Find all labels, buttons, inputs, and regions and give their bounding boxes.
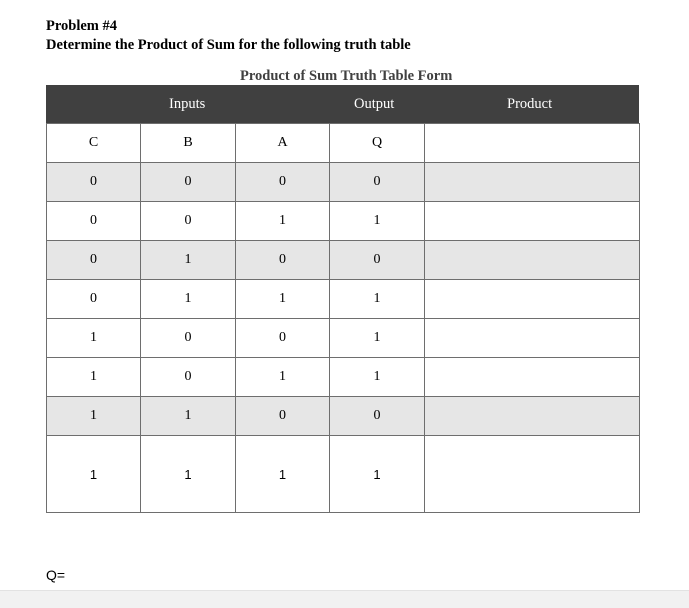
- cell-a: 1: [236, 436, 330, 513]
- table-header-bar: [46, 85, 639, 123]
- product-header: Product: [507, 96, 553, 112]
- table-caption: Product of Sum Truth Table Form: [240, 68, 453, 84]
- cell-b: 0: [141, 163, 236, 202]
- cell-q: 0: [330, 163, 425, 202]
- cell-product[interactable]: [425, 163, 640, 202]
- column-header-c: C: [47, 124, 141, 163]
- cell-a: 1: [236, 280, 330, 319]
- cell-c: 1: [47, 358, 141, 397]
- cell-product[interactable]: [425, 319, 640, 358]
- cell-c: 1: [47, 319, 141, 358]
- cell-product[interactable]: [425, 397, 640, 436]
- column-header-q: Q: [330, 124, 425, 163]
- cell-b: 0: [141, 319, 236, 358]
- cell-q: 1: [330, 280, 425, 319]
- cell-a: 1: [236, 358, 330, 397]
- cell-a: 0: [236, 397, 330, 436]
- cell-b: 1: [141, 436, 236, 513]
- cell-c: 0: [47, 241, 141, 280]
- cell-b: 0: [141, 202, 236, 241]
- cell-product[interactable]: [425, 280, 640, 319]
- cell-b: 1: [141, 241, 236, 280]
- cell-c: 0: [47, 280, 141, 319]
- inputs-header: Inputs: [169, 96, 206, 112]
- cell-product[interactable]: [425, 436, 640, 513]
- table-row: [47, 397, 640, 436]
- cell-q: 1: [330, 202, 425, 241]
- cell-b: 0: [141, 358, 236, 397]
- cell-q: 0: [330, 397, 425, 436]
- cell-c: 1: [47, 436, 141, 513]
- cell-a: 0: [236, 163, 330, 202]
- cell-q: 0: [330, 241, 425, 280]
- cell-c: 1: [47, 397, 141, 436]
- cell-q: 1: [330, 358, 425, 397]
- column-header-row: [47, 124, 640, 163]
- cell-c: 0: [47, 202, 141, 241]
- column-header-b: B: [141, 124, 236, 163]
- cell-q: 1: [330, 436, 425, 513]
- cell-product[interactable]: [425, 202, 640, 241]
- column-header-a: A: [236, 124, 330, 163]
- table-row: [47, 202, 640, 241]
- bottom-strip: [0, 590, 689, 608]
- answer-label: Q=: [46, 567, 66, 583]
- output-header: Output: [354, 96, 395, 112]
- cell-a: 0: [236, 241, 330, 280]
- table-row: [47, 280, 640, 319]
- table-row: [47, 358, 640, 397]
- table-row: [47, 241, 640, 280]
- problem-subtitle: Determine the Product of Sum for the following truth table: [46, 37, 411, 53]
- table-row: [47, 319, 640, 358]
- cell-b: 1: [141, 397, 236, 436]
- truth-table: [46, 123, 640, 513]
- cell-product[interactable]: [425, 358, 640, 397]
- cell-b: 1: [141, 280, 236, 319]
- cell-q: 1: [330, 319, 425, 358]
- table-row: [47, 163, 640, 202]
- cell-a: 0: [236, 319, 330, 358]
- table-row: [47, 436, 640, 513]
- column-header-product[interactable]: [425, 124, 640, 163]
- cell-product[interactable]: [425, 241, 640, 280]
- cell-a: 1: [236, 202, 330, 241]
- cell-c: 0: [47, 163, 141, 202]
- problem-title: Problem #4: [46, 18, 118, 34]
